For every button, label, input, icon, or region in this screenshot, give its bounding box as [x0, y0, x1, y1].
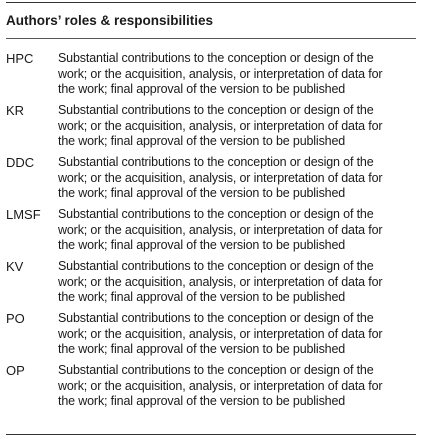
author-responsibility: [58, 311, 416, 358]
responsibility-line: Substantial contributions to the conception or design of the: [58, 103, 374, 117]
table-body: [6, 39, 416, 415]
author-initials: HPC: [6, 51, 34, 66]
responsibility-line: the work; final approval of the version to be published: [58, 238, 346, 252]
author-initials: PO: [6, 311, 25, 326]
responsibility-line: the work; final approval of the version to be published: [58, 290, 346, 304]
responsibility-line: the work; final approval of the version to be published: [58, 134, 346, 148]
responsibility-line: work; or the acquisition, analysis, or interpretation of data for: [58, 222, 383, 237]
responsibility-line: the work; final approval of the version to be published: [58, 82, 346, 96]
table-row: [6, 311, 416, 363]
author-responsibility: [58, 207, 416, 254]
author-responsibility: [58, 51, 416, 98]
responsibility-line: Substantial contributions to the conception or design of the: [58, 155, 374, 169]
author-responsibility: [58, 259, 416, 306]
table-row: [6, 207, 416, 259]
author-responsibility: [58, 103, 416, 150]
table-row: [6, 259, 416, 311]
responsibility-line: work; or the acquisition, analysis, or interpretation of data for: [58, 118, 383, 133]
responsibility-line: work; or the acquisition, analysis, or interpretation of data for: [58, 66, 383, 81]
responsibility-line: Substantial contributions to the conception or design of the: [58, 363, 374, 377]
responsibility-line: work; or the acquisition, analysis, or interpretation of data for: [58, 326, 383, 341]
author-initials: KR: [6, 103, 25, 118]
responsibility-line: the work; final approval of the version to be published: [58, 342, 346, 356]
table-row: [6, 103, 416, 155]
responsibility-line: work; or the acquisition, analysis, or interpretation of data for: [58, 170, 383, 185]
table-row: [6, 51, 416, 103]
author-initials: DDC: [6, 155, 35, 170]
author-responsibility: [58, 363, 416, 410]
responsibility-line: Substantial contributions to the conception or design of the: [58, 207, 374, 221]
author-initials: LMSF: [6, 207, 41, 222]
bottom-rule: [6, 434, 416, 435]
responsibility-line: Substantial contributions to the conception or design of the: [58, 259, 374, 273]
responsibility-line: the work; final approval of the version to be published: [58, 394, 346, 408]
author-roles-table: [6, 0, 416, 415]
responsibility-line: Substantial contributions to the conception or design of the: [58, 51, 374, 65]
responsibility-line: Substantial contributions to the conception or design of the: [58, 311, 374, 325]
responsibility-line: the work; final approval of the version to be published: [58, 186, 346, 200]
author-initials: OP: [6, 363, 25, 378]
responsibility-line: work; or the acquisition, analysis, or interpretation of data for: [58, 378, 383, 393]
table-row: [6, 155, 416, 207]
author-initials: KV: [6, 259, 24, 274]
author-responsibility: [58, 155, 416, 202]
responsibility-line: work; or the acquisition, analysis, or interpretation of data for: [58, 274, 383, 289]
table-title: Authors’ roles & responsibilities: [6, 13, 214, 28]
table-row: [6, 363, 416, 415]
